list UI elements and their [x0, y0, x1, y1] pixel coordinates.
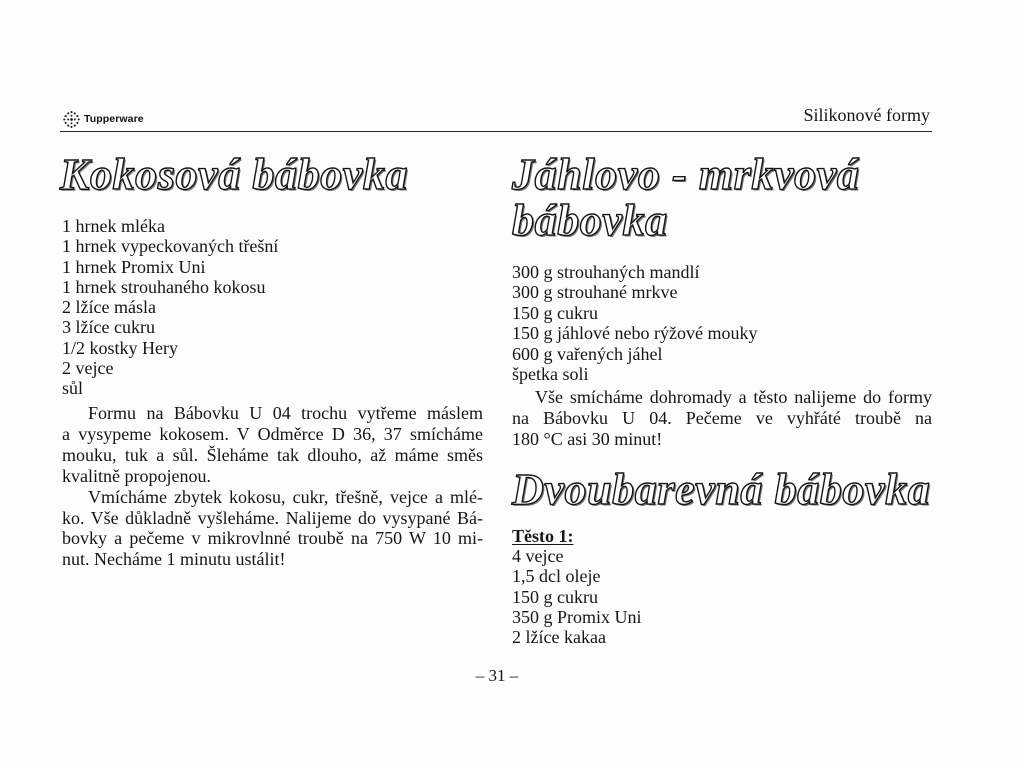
dough-subheading: Těsto 1: — [512, 526, 574, 546]
recipe-title-kokosova: Kokosová bábovka — [60, 150, 409, 199]
text-line: na Bábovku U 04. Pečeme ve vyhřáté troubě na — [512, 408, 932, 428]
ingredient-item: 350 g Promix Uni — [512, 606, 642, 627]
text-line: Vmícháme zbytek kokosu, cukr, třešně, vejce a mlé- — [88, 487, 483, 507]
ingredient-item: 3 lžíce cukru — [62, 317, 155, 338]
header-divider — [60, 131, 932, 132]
text-line: Formu na Bábovku U 04 trochu vytřeme máslem — [88, 403, 483, 423]
text-line: a vysypeme kokosem. V Odměrce D 36, 37 smícháme — [62, 423, 483, 444]
recipe-title-jahlovo-line2: bábovka — [512, 196, 668, 245]
text-line: nut. Necháme 1 minutu ustálit! — [62, 549, 286, 570]
instructions-paragraph-1 — [62, 403, 483, 487]
ingredient-list-dvoubarevna — [512, 526, 932, 647]
ingredient-item: 1 hrnek strouhaného kokosu — [62, 276, 266, 297]
ingredient-item: 1,5 dcl oleje — [512, 566, 601, 587]
ingredient-item: 1 hrnek vypeckovaných třešní — [62, 236, 279, 257]
instructions-paragraph-jahlovo — [512, 387, 932, 450]
ingredient-item: 1 hrnek mléka — [62, 216, 165, 236]
section-title: Silikonové formy — [803, 105, 930, 125]
text-line: 180 °C asi 30 minut! — [512, 429, 663, 449]
ingredient-item: 600 g vařených jáhel — [512, 343, 663, 364]
ingredient-item: 2 vejce — [62, 357, 114, 378]
page-number: – 31 – — [475, 666, 519, 685]
ingredient-item: 2 lžíce másla — [62, 297, 156, 317]
ingredient-item: 300 g strouhaných mandlí — [512, 262, 700, 282]
recipe-title-dvoubarevna: Dvoubarevná bábovka — [512, 465, 931, 514]
ingredient-item: 1 hrnek Promix Uni — [62, 256, 206, 277]
text-line: Vše smícháme dohromady a těsto nalijeme do formy — [535, 387, 932, 407]
tupperware-dots-icon — [62, 110, 81, 129]
instructions-paragraph-2 — [62, 487, 483, 570]
ingredient-list-kokosova — [62, 216, 483, 398]
ingredient-list-jahlovo — [512, 262, 932, 384]
brand-name: Tupperware — [84, 113, 144, 125]
recipe-title-jahlovo-line1: Jáhlovo - mrkvová — [512, 150, 860, 199]
text-line: mouku, tuk a sůl. Šleháme tak dlouho, až máme směs — [62, 444, 483, 465]
ingredient-item: 2 lžíce kakaa — [512, 627, 606, 648]
text-line: bovky a pečeme v mikrovlnné troubě na 750 W 10 mi- — [62, 528, 483, 549]
text-line: ko. Vše důkladně vyšleháme. Nalijeme do vysypané Bá- — [62, 507, 483, 528]
ingredient-item: 4 vejce — [512, 546, 564, 567]
ingredient-item: špetka soli — [512, 364, 589, 385]
ingredient-item: 150 g cukru — [512, 302, 598, 323]
ingredient-item: sůl — [62, 378, 84, 398]
ingredient-item: 1/2 kostky Hery — [62, 337, 178, 358]
ingredient-item: 300 g strouhané mrkve — [512, 282, 678, 303]
ingredient-item: 150 g cukru — [512, 586, 598, 607]
text-line: kvalitně propojenou. — [62, 465, 211, 486]
tupperware-logo — [62, 109, 144, 129]
ingredient-item: 150 g jáhlové nebo rýžové mouky — [512, 323, 758, 344]
